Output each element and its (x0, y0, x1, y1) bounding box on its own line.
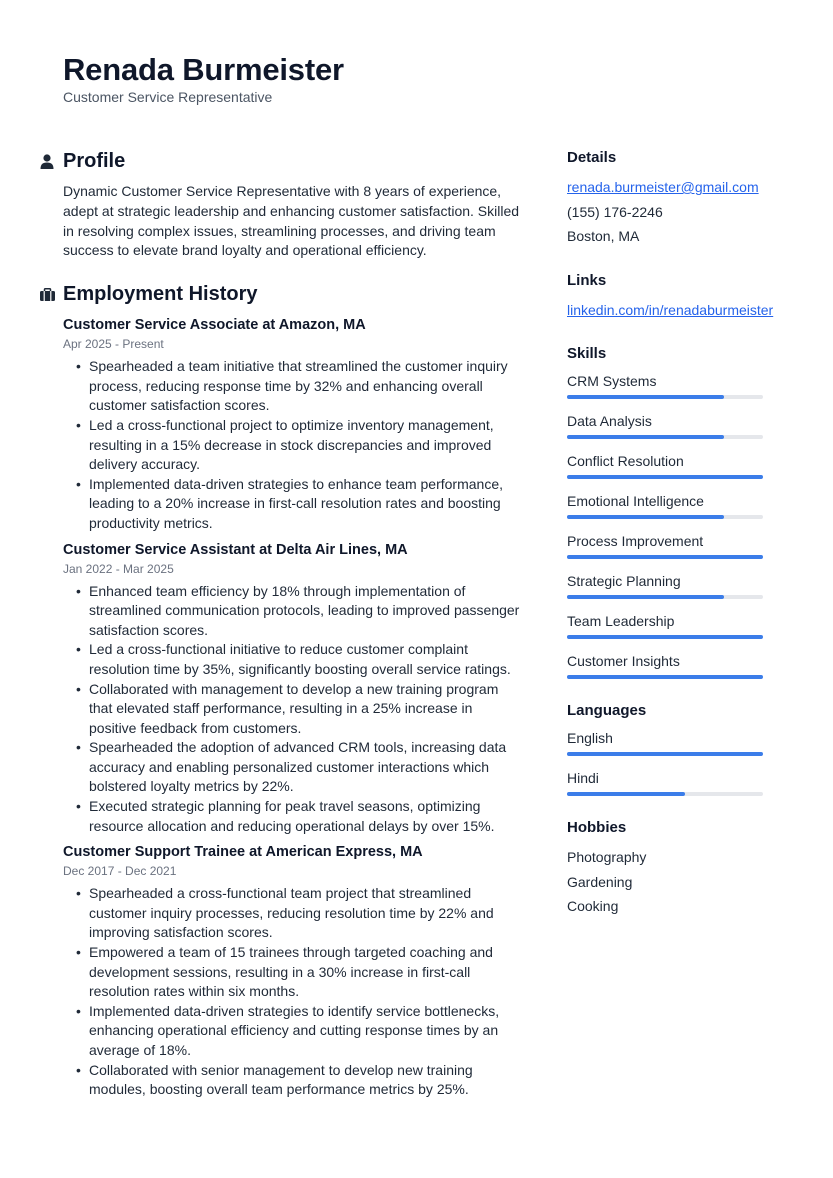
job-entry (63, 842, 522, 1100)
skill-level-bar (567, 675, 763, 679)
languages-title: Languages (567, 702, 647, 719)
hobby-item: Cooking (567, 898, 619, 914)
skill-level-fill (567, 675, 763, 679)
skill-name: Data Analysis (567, 413, 652, 429)
language-level-bar (567, 752, 763, 756)
job-entry (63, 315, 522, 533)
skill-name: Emotional Intelligence (567, 493, 704, 509)
language-list (567, 728, 767, 796)
person-icon (40, 154, 63, 169)
job-list (63, 315, 522, 1100)
skill-level-fill (567, 395, 724, 399)
job-bullet: • Collaborated with senior management to develop new training modules, boosting overall team performance metrics by 25%. (63, 1061, 522, 1100)
language-level-fill (567, 792, 685, 796)
candidate-name: Renada Burmeister (63, 52, 344, 87)
job-bullet: • Executed strategic planning for peak travel seasons, optimizing resource allocation and reducing operational delays by over 15%. (63, 797, 522, 836)
job-bullets (63, 884, 522, 1100)
job-title: Customer Service Assistant at Delta Air Lines, MA (63, 541, 408, 558)
details-section (567, 148, 767, 249)
skill-level-bar (567, 395, 763, 399)
hobbies-section (567, 818, 767, 919)
skill-level-bar (567, 475, 763, 479)
job-bullet: • Enhanced team efficiency by 18% through implementation of streamlined communication protocols, leading to improved passenger satisfaction scores. (63, 582, 522, 641)
language-item (567, 728, 767, 756)
skill-item (567, 611, 767, 639)
skill-item (567, 411, 767, 439)
skill-level-bar (567, 555, 763, 559)
language-level-bar (567, 792, 763, 796)
job-title: Customer Service Associate at Amazon, MA (63, 317, 366, 334)
language-level-fill (567, 752, 763, 756)
skill-level-fill (567, 595, 724, 599)
profile-title: Profile (63, 149, 126, 172)
hobby-item: Gardening (567, 873, 633, 890)
language-item (567, 768, 767, 796)
skill-level-bar (567, 435, 763, 439)
details-title: Details (567, 149, 617, 166)
profile-header (40, 148, 522, 174)
job-bullet: • Led a cross-functional initiative to reduce customer complaint resolution time by 35%, significantly boosting overall service ratings. (63, 640, 522, 679)
skill-name: Process Improvement (567, 533, 704, 549)
job-entry (63, 540, 522, 837)
skill-name: Conflict Resolution (567, 453, 684, 469)
language-name: Hindi (567, 770, 599, 786)
skill-item (567, 491, 767, 519)
skills-section (567, 344, 767, 679)
hobby-list (567, 845, 767, 919)
links-title: Links (567, 271, 607, 289)
profile-section (40, 148, 522, 261)
skill-level-fill (567, 555, 763, 559)
skill-level-fill (567, 435, 724, 439)
employment-section (40, 281, 522, 1100)
skill-level-fill (567, 515, 724, 519)
profile-summary: Dynamic Customer Service Representative with 8 years of experience, adept at strategic leadership and enhancing customer satisfaction. Skilled in resolving complex issues, streamlining processes, and driving team success to elevate brand loyalty and operational efficiency. (63, 183, 520, 259)
languages-section (567, 701, 767, 796)
main-column (40, 148, 522, 1120)
job-bullet: • Empowered a team of 15 trainees through targeted coaching and development sessions, resulting in a 30% increase in first-call resolution rates within six months. (63, 943, 522, 1002)
job-bullet: • Spearheaded a cross-functional team project that streamlined customer inquiry processes, reducing resolution time by 22% and improving satisfaction scores. (63, 884, 522, 943)
skill-list (567, 371, 767, 679)
skill-name: Team Leadership (567, 613, 675, 629)
job-bullet: • Spearheaded a team initiative that streamlined the customer inquiry process, reducing response time by 32% and enhancing overall customer satisfaction scores. (63, 357, 522, 416)
skill-item (567, 571, 767, 599)
job-bullet: • Spearheaded the adoption of advanced CRM tools, increasing data accuracy and enabling personalized customer interactions which bolstered loyalty metrics by 22%. (63, 738, 522, 797)
links-section (567, 271, 774, 323)
skill-name: CRM Systems (567, 373, 657, 389)
email-link[interactable]: renada.burmeister@gmail.com (567, 179, 759, 195)
employment-header (40, 281, 522, 307)
side-column (567, 148, 774, 941)
skill-item (567, 651, 767, 679)
job-dates: Dec 2017 - Dec 2021 (63, 864, 177, 879)
skill-item (567, 531, 767, 559)
language-name: English (567, 730, 613, 746)
skill-item (567, 451, 767, 479)
skill-level-bar (567, 515, 763, 519)
hobby-item: Photography (567, 849, 647, 865)
candidate-role: Customer Service Representative (63, 89, 273, 105)
job-bullet: • Led a cross-functional project to optimize inventory management, resulting in a 15% decrease in stock discrepancies and improved delivery accuracy. (63, 416, 522, 475)
job-title: Customer Support Trainee at American Express, MA (63, 844, 423, 861)
job-bullets (63, 582, 522, 837)
linkedin-link[interactable]: linkedin.com/in/renadaburmeister (567, 301, 774, 318)
skill-level-fill (567, 635, 763, 639)
employment-title: Employment History (63, 282, 258, 305)
job-dates: Jan 2022 - Mar 2025 (63, 561, 174, 576)
job-bullet: • Collaborated with management to develop a new training program that elevated staff performance, resulting in a 25% increase in positive feedback from customers. (63, 680, 522, 739)
skill-level-fill (567, 475, 763, 479)
hobbies-title: Hobbies (567, 819, 627, 836)
skills-title: Skills (567, 345, 607, 362)
location: Boston, MA (567, 228, 640, 244)
skill-level-bar (567, 635, 763, 639)
job-dates: Apr 2025 - Present (63, 337, 164, 352)
job-bullet: • Implemented data-driven strategies to identify service bottlenecks, enhancing operational efficiency and cutting response times by an average of 18%. (63, 1002, 522, 1061)
job-bullets (63, 357, 522, 533)
skill-name: Strategic Planning (567, 573, 681, 589)
job-bullet: • Implemented data-driven strategies to enhance team performance, leading to a 20% increase in first-call resolution rates and boosting productivity metrics. (63, 475, 522, 534)
skill-name: Customer Insights (567, 653, 680, 669)
skill-item (567, 371, 767, 399)
skill-level-bar (567, 595, 763, 599)
briefcase-icon (40, 288, 63, 301)
resume-header (63, 52, 344, 105)
phone-number: (155) 176-2246 (567, 203, 663, 220)
